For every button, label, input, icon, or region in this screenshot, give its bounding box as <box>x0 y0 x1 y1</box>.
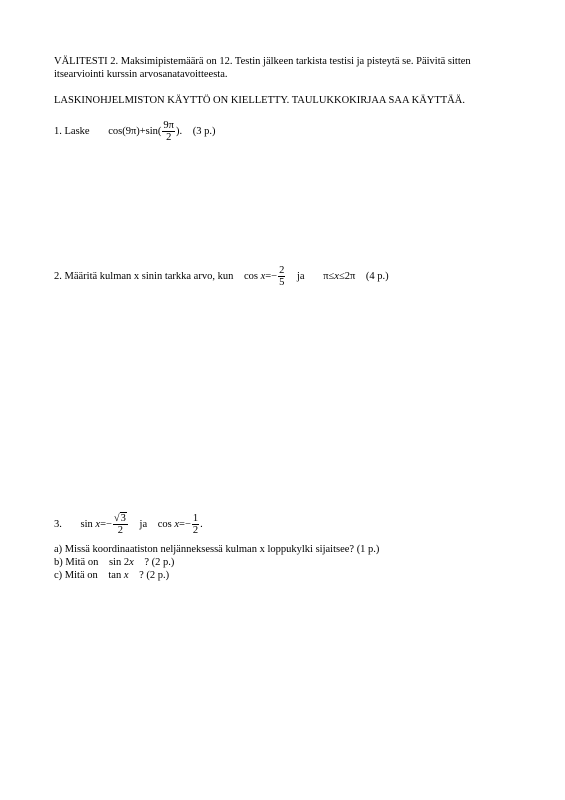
question-3 <box>54 513 203 536</box>
q3-c-lead: c) Mitä on <box>54 570 98 581</box>
q3-lead: 3. <box>54 518 62 530</box>
q2-frac-den: 5 <box>279 277 285 288</box>
q1-expression: cos(9π)+sin( <box>108 125 162 137</box>
q2-var: x <box>260 270 266 282</box>
q1-points: (3 p.) <box>192 125 216 137</box>
q2-eq: =− <box>265 270 278 282</box>
q3-sin-eq: =− <box>100 518 112 530</box>
q3-b-lead: b) Mitä on <box>54 557 99 568</box>
q2-frac-num: 2 <box>279 265 285 276</box>
q3-sin-num <box>113 513 128 525</box>
q3-sin-den: 2 <box>117 525 124 536</box>
q2-range-end: ≤2π <box>338 270 356 282</box>
q3-part-a: a) Missä koordinaatiston neljänneksessä kulman x loppukylki sijaitsee? (1 p.) <box>54 544 380 555</box>
intro-line-2: itsearviointi kurssin arvosanatavoitteesta. <box>54 69 228 80</box>
q2-ja: ja <box>296 270 305 282</box>
q2-points: (4 p.) <box>365 270 389 282</box>
question-1 <box>54 120 215 143</box>
q1-close: ). <box>175 125 183 137</box>
rules-line: LASKINOHJELMISTON KÄYTTÖ ON KIELLETTY. TAULUKKOKIRJAA SAA KÄYTTÄÄ. <box>54 95 465 106</box>
q3-c-var: x <box>123 570 129 581</box>
q3-cos-eq: =− <box>179 518 191 530</box>
q3-cos-fraction <box>192 513 199 536</box>
q1-fraction <box>162 120 175 143</box>
q3-sqrt-val: 3 <box>120 513 126 524</box>
q3-sin-fraction <box>113 513 128 536</box>
q3-part-b <box>54 556 174 569</box>
q2-fraction <box>278 265 285 288</box>
q2-cos: cos <box>243 270 258 282</box>
q3-b-var: x <box>129 557 134 568</box>
q3-cos-var: x <box>174 518 180 530</box>
q3-b-expr: sin 2 <box>108 557 130 568</box>
q3-c-expr: tan <box>108 570 122 581</box>
q1-frac-num: 9π <box>163 120 174 131</box>
q3-sin-var: x <box>95 518 101 530</box>
q1-lead: 1. Laske <box>54 125 90 137</box>
question-2 <box>54 265 389 288</box>
q3-ja: ja <box>139 518 148 530</box>
q3-end: . <box>200 518 203 530</box>
q2-range-start: π≤ <box>323 270 335 282</box>
q3-sin: sin <box>80 518 93 530</box>
sqrt-symbol: √3 <box>113 513 126 524</box>
q3-cos-den: 2 <box>192 525 199 536</box>
q3-b-points: ? (2 p.) <box>144 557 175 568</box>
q3-part-c <box>54 569 169 582</box>
q3-cos-num: 1 <box>192 513 199 524</box>
q2-lead: 2. Määritä kulman x sinin tarkka arvo, kun <box>54 270 234 282</box>
intro-line-1: VÄLITESTI 2. Maksimipistemäärä on 12. Testin jälkeen tarkista testisi ja pisteytä se. Päivitä sitten <box>54 56 471 67</box>
q1-frac-den: 2 <box>166 132 172 143</box>
q2-range-var: x <box>334 270 339 282</box>
q3-cos: cos <box>157 518 172 530</box>
q3-c-points: ? (2 p.) <box>139 570 170 581</box>
